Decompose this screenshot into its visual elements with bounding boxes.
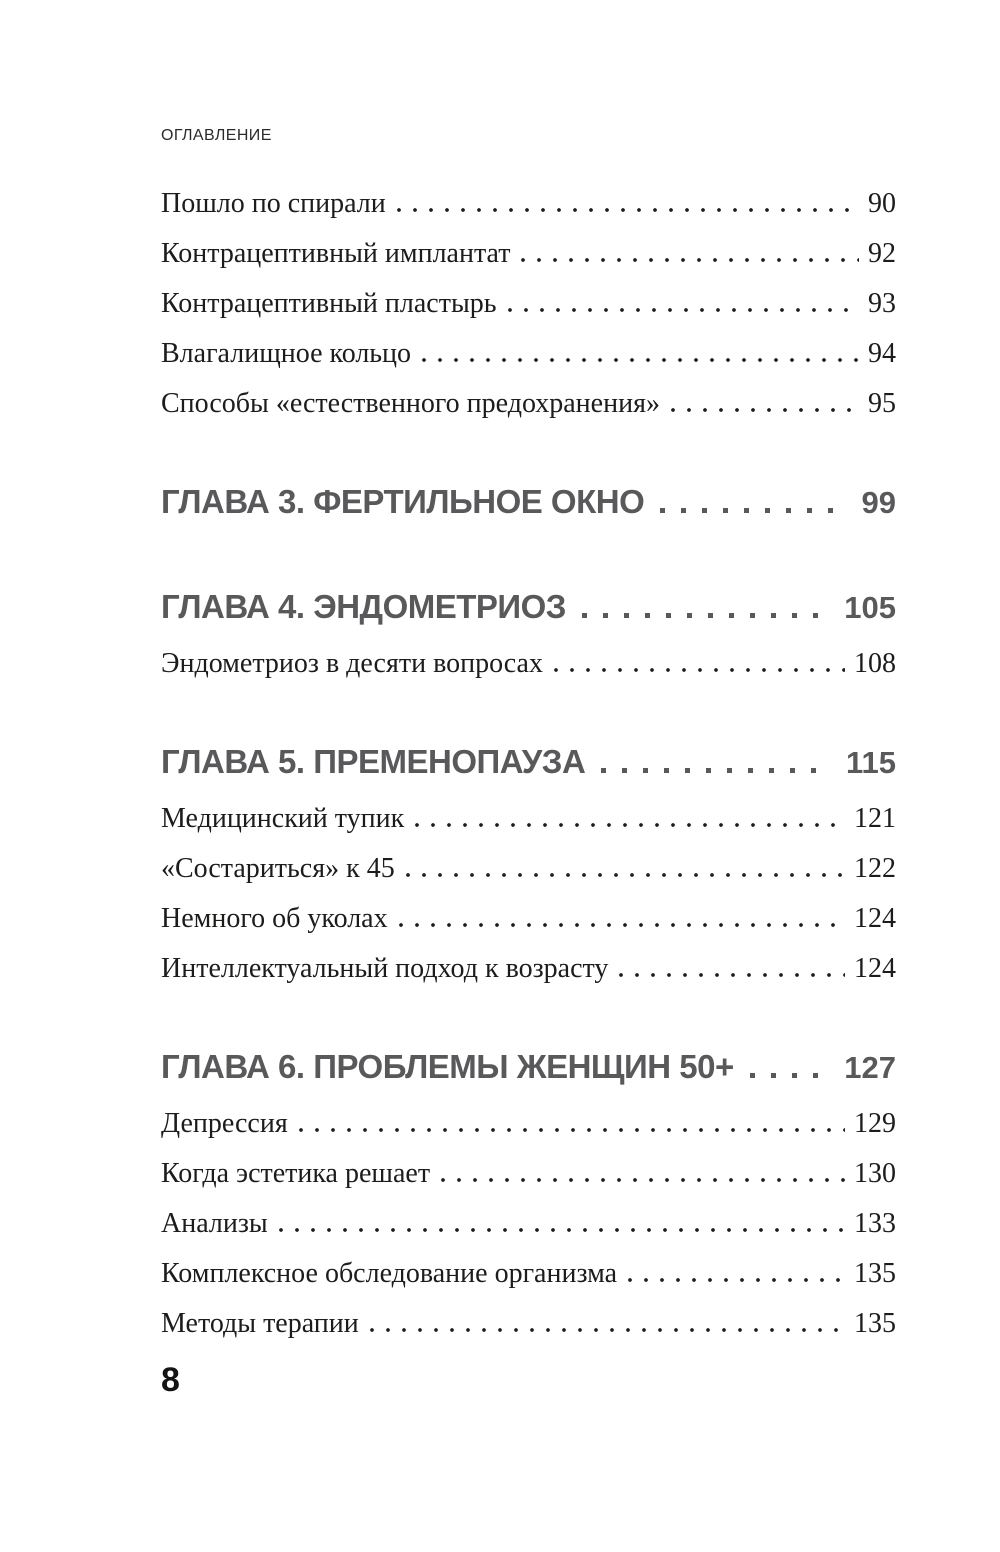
toc-entry-page-number: 108 xyxy=(854,648,896,679)
dot-leader xyxy=(619,973,845,977)
dot-leader xyxy=(521,258,859,262)
toc-entry-page-number: 130 xyxy=(854,1158,896,1189)
toc-entry-page-number: 93 xyxy=(868,288,896,319)
toc-entry-title: Немного об уколах xyxy=(161,903,388,934)
toc-entry-page-number: 135 xyxy=(854,1308,896,1339)
dot-leader xyxy=(601,768,832,773)
toc-chapter-entry xyxy=(161,737,896,787)
toc-entry-page-number: 95 xyxy=(868,388,896,419)
toc-entry-page-number: 124 xyxy=(854,903,896,934)
toc-entry-title: Способы «естественного предохранения» xyxy=(161,388,660,419)
toc-entry-title: Комплексное обследование организма xyxy=(161,1258,618,1289)
dot-leader xyxy=(441,1178,845,1182)
toc-entry-page-number: 129 xyxy=(854,1108,896,1139)
toc-entry-page-number: 133 xyxy=(854,1208,896,1239)
toc-entry-title: «Состариться» к 45 xyxy=(161,853,395,884)
toc-entry xyxy=(161,794,896,844)
toc-entry xyxy=(161,279,896,329)
toc-entry-page-number: 122 xyxy=(854,853,896,884)
toc-entry xyxy=(161,229,896,279)
toc-entry-title: Когда эстетика решает xyxy=(161,1158,431,1189)
toc-entry-title: Влагалищное кольцо xyxy=(161,338,412,369)
toc-entry-page-number: 105 xyxy=(844,590,896,625)
toc-entry-title: Методы терапии xyxy=(161,1308,359,1339)
toc-entry-title: Контрацептивный имплантат xyxy=(161,238,511,269)
toc-entry-title: Медицинский тупик xyxy=(161,803,405,834)
dot-leader xyxy=(554,668,845,672)
toc-chapter-entry xyxy=(161,477,896,527)
toc-entry-page-number: 127 xyxy=(844,1050,896,1085)
toc-chapter-entry xyxy=(161,1042,896,1092)
toc-entry-title: ГЛАВА 3. ФЕРТИЛЬНОЕ ОКНО xyxy=(161,483,645,520)
toc-entry-page-number: 94 xyxy=(868,338,896,369)
toc-entry xyxy=(161,639,896,689)
toc-entry-title: Пошло по спирали xyxy=(161,188,386,219)
dot-leader xyxy=(299,1128,845,1132)
dot-leader xyxy=(582,613,830,618)
toc-entry xyxy=(161,179,896,229)
toc-entry-title: Эндометриоз в десяти вопросах xyxy=(161,648,543,679)
toc-entry xyxy=(161,1099,896,1149)
toc-entry-title: Интеллектуальный подход к возрасту xyxy=(161,953,609,984)
toc-entry xyxy=(161,1249,896,1299)
toc-entry-title: Анализы xyxy=(161,1208,268,1239)
dot-leader xyxy=(397,208,859,212)
dot-leader xyxy=(750,1073,831,1078)
toc-entry xyxy=(161,894,896,944)
toc-entry-title: ГЛАВА 5. ПРЕМЕНОПАУЗА xyxy=(161,743,586,780)
dot-leader xyxy=(422,358,859,362)
toc-entry xyxy=(161,944,896,994)
dot-leader xyxy=(508,308,859,312)
running-header: ОГЛАВЛЕНИЕ xyxy=(161,127,272,144)
toc-chapter-entry xyxy=(161,582,896,632)
dot-leader xyxy=(370,1328,845,1332)
dot-leader xyxy=(660,508,847,513)
dot-leader xyxy=(406,873,845,877)
toc-entry-page-number: 124 xyxy=(854,953,896,984)
toc-entry-page-number: 99 xyxy=(861,485,896,520)
dot-leader xyxy=(628,1278,845,1282)
toc-entry-page-number: 92 xyxy=(868,238,896,269)
dot-leader xyxy=(671,408,859,412)
toc-entry xyxy=(161,1149,896,1199)
toc-entry-page-number: 121 xyxy=(854,803,896,834)
toc-entry xyxy=(161,329,896,379)
toc-entry xyxy=(161,1299,896,1349)
toc-entry-title: Депрессия xyxy=(161,1108,288,1139)
toc-entry-title: ГЛАВА 4. ЭНДОМЕТРИОЗ xyxy=(161,588,566,625)
toc-entry xyxy=(161,844,896,894)
toc-entry-page-number: 135 xyxy=(854,1258,896,1289)
page-number-folio: 8 xyxy=(161,1361,180,1399)
toc-list xyxy=(161,179,896,1349)
toc-entry xyxy=(161,379,896,429)
toc-entry-title: Контрацептивный пластырь xyxy=(161,288,497,319)
dot-leader xyxy=(415,823,845,827)
toc-entry-page-number: 90 xyxy=(868,188,896,219)
toc-entry xyxy=(161,1199,896,1249)
dot-leader xyxy=(279,1228,845,1232)
toc-entry-title: ГЛАВА 6. ПРОБЛЕМЫ ЖЕНЩИН 50+ xyxy=(161,1048,734,1085)
toc-entry-page-number: 115 xyxy=(845,745,896,780)
dot-leader xyxy=(399,923,845,927)
